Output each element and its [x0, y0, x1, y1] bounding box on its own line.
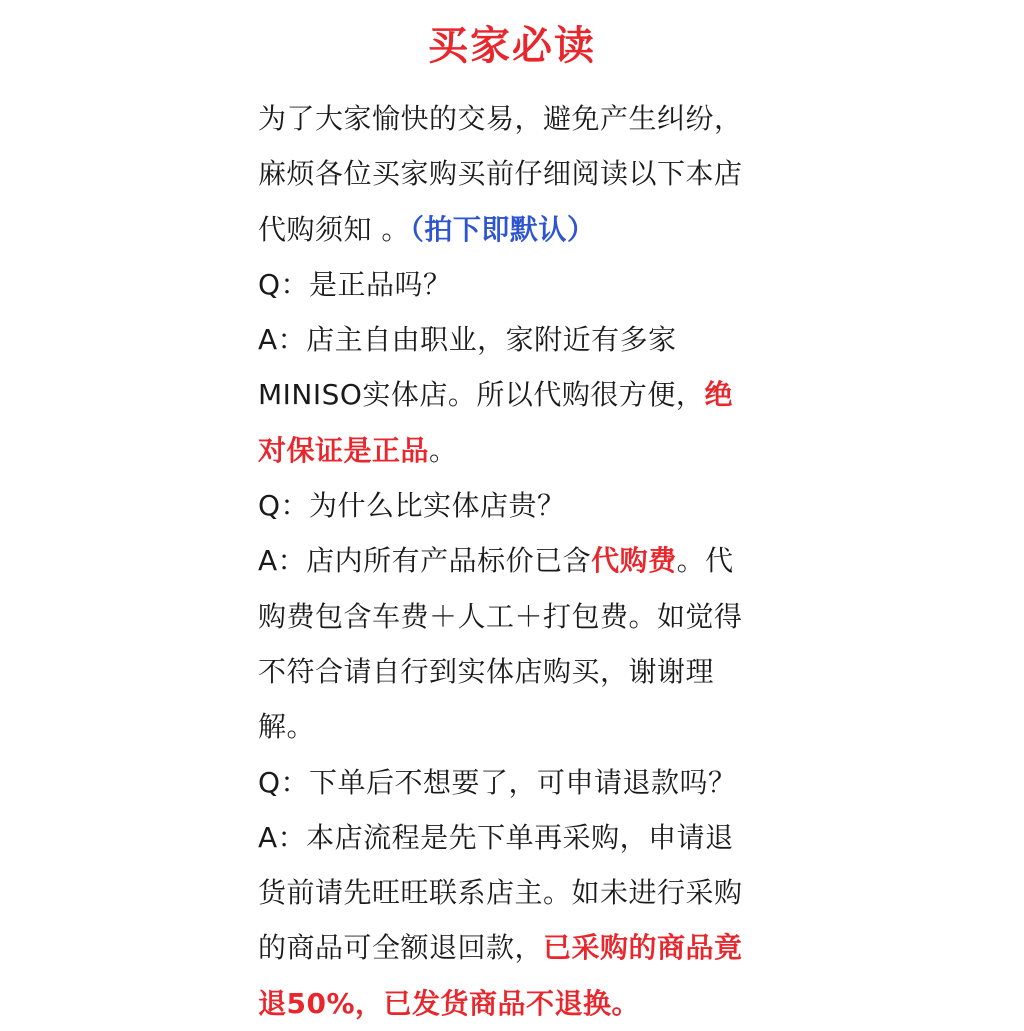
faq2-answer-line-1	[258, 533, 778, 588]
faq3-answer-line-1: A：本店流程是先下单再采购，申请退	[258, 820, 734, 854]
intro-line-2: 麻烦各位买家购买前仔细阅读以下本店	[258, 157, 743, 191]
faq2-answer-highlight: 代购费	[591, 544, 677, 578]
faq1-answer-highlight-start: 绝	[704, 378, 733, 412]
page-title: 买家必读	[428, 23, 596, 69]
faq2-answer-line-2: 购费包含车费＋人工＋打包费。如觉得	[258, 599, 743, 633]
intro-line-3-text: 代购须知 。	[258, 212, 410, 246]
faq3-answer-line-3	[258, 920, 778, 975]
faq1-answer-line-3-end: 。	[429, 433, 458, 467]
faq1-question: Q：是正品吗？	[258, 267, 452, 301]
intro-line-1: 为了大家愉快的交易，避免产生纠纷，	[258, 102, 743, 135]
default-acceptance-note: （拍下即默认）	[409, 212, 596, 246]
faq2-answer-line-4: 解。	[258, 710, 316, 744]
faq1-answer-line-3	[258, 423, 778, 478]
faq1-answer-highlight-end: 对保证是正品	[258, 433, 430, 467]
faq2-answer-line-1-text: A：店内所有产品标价已含	[258, 544, 592, 578]
faq1-answer-line-2-text: MINISO实体店。所以代购很方便，	[258, 378, 705, 412]
faq3-answer-line-2: 货前请先旺旺联系店主。如未进行采购	[258, 876, 743, 910]
faq3-answer-line-3-text: 的商品可全额退回款，	[258, 931, 544, 965]
faq3-question: Q：下单后不想要了，可申请退款吗？	[258, 765, 737, 799]
faq2-answer-line-1-end: 。代	[676, 544, 734, 578]
intro-line-3	[258, 202, 778, 257]
faq2-answer-line-3: 不符合请自行到实体店购买，谢谢理	[258, 654, 715, 688]
faq1-answer-line-2	[258, 367, 778, 422]
faq2-question: Q：为什么比实体店贵？	[258, 489, 566, 523]
faq3-answer-highlight-start: 已采购的商品竟	[543, 931, 743, 965]
notice-body	[258, 91, 778, 1031]
faq3-answer-highlight-end: 退50%，已发货商品不退换。	[258, 986, 641, 1020]
faq1-answer-line-1: A：店主自由职业，家附近有多家	[258, 323, 677, 357]
